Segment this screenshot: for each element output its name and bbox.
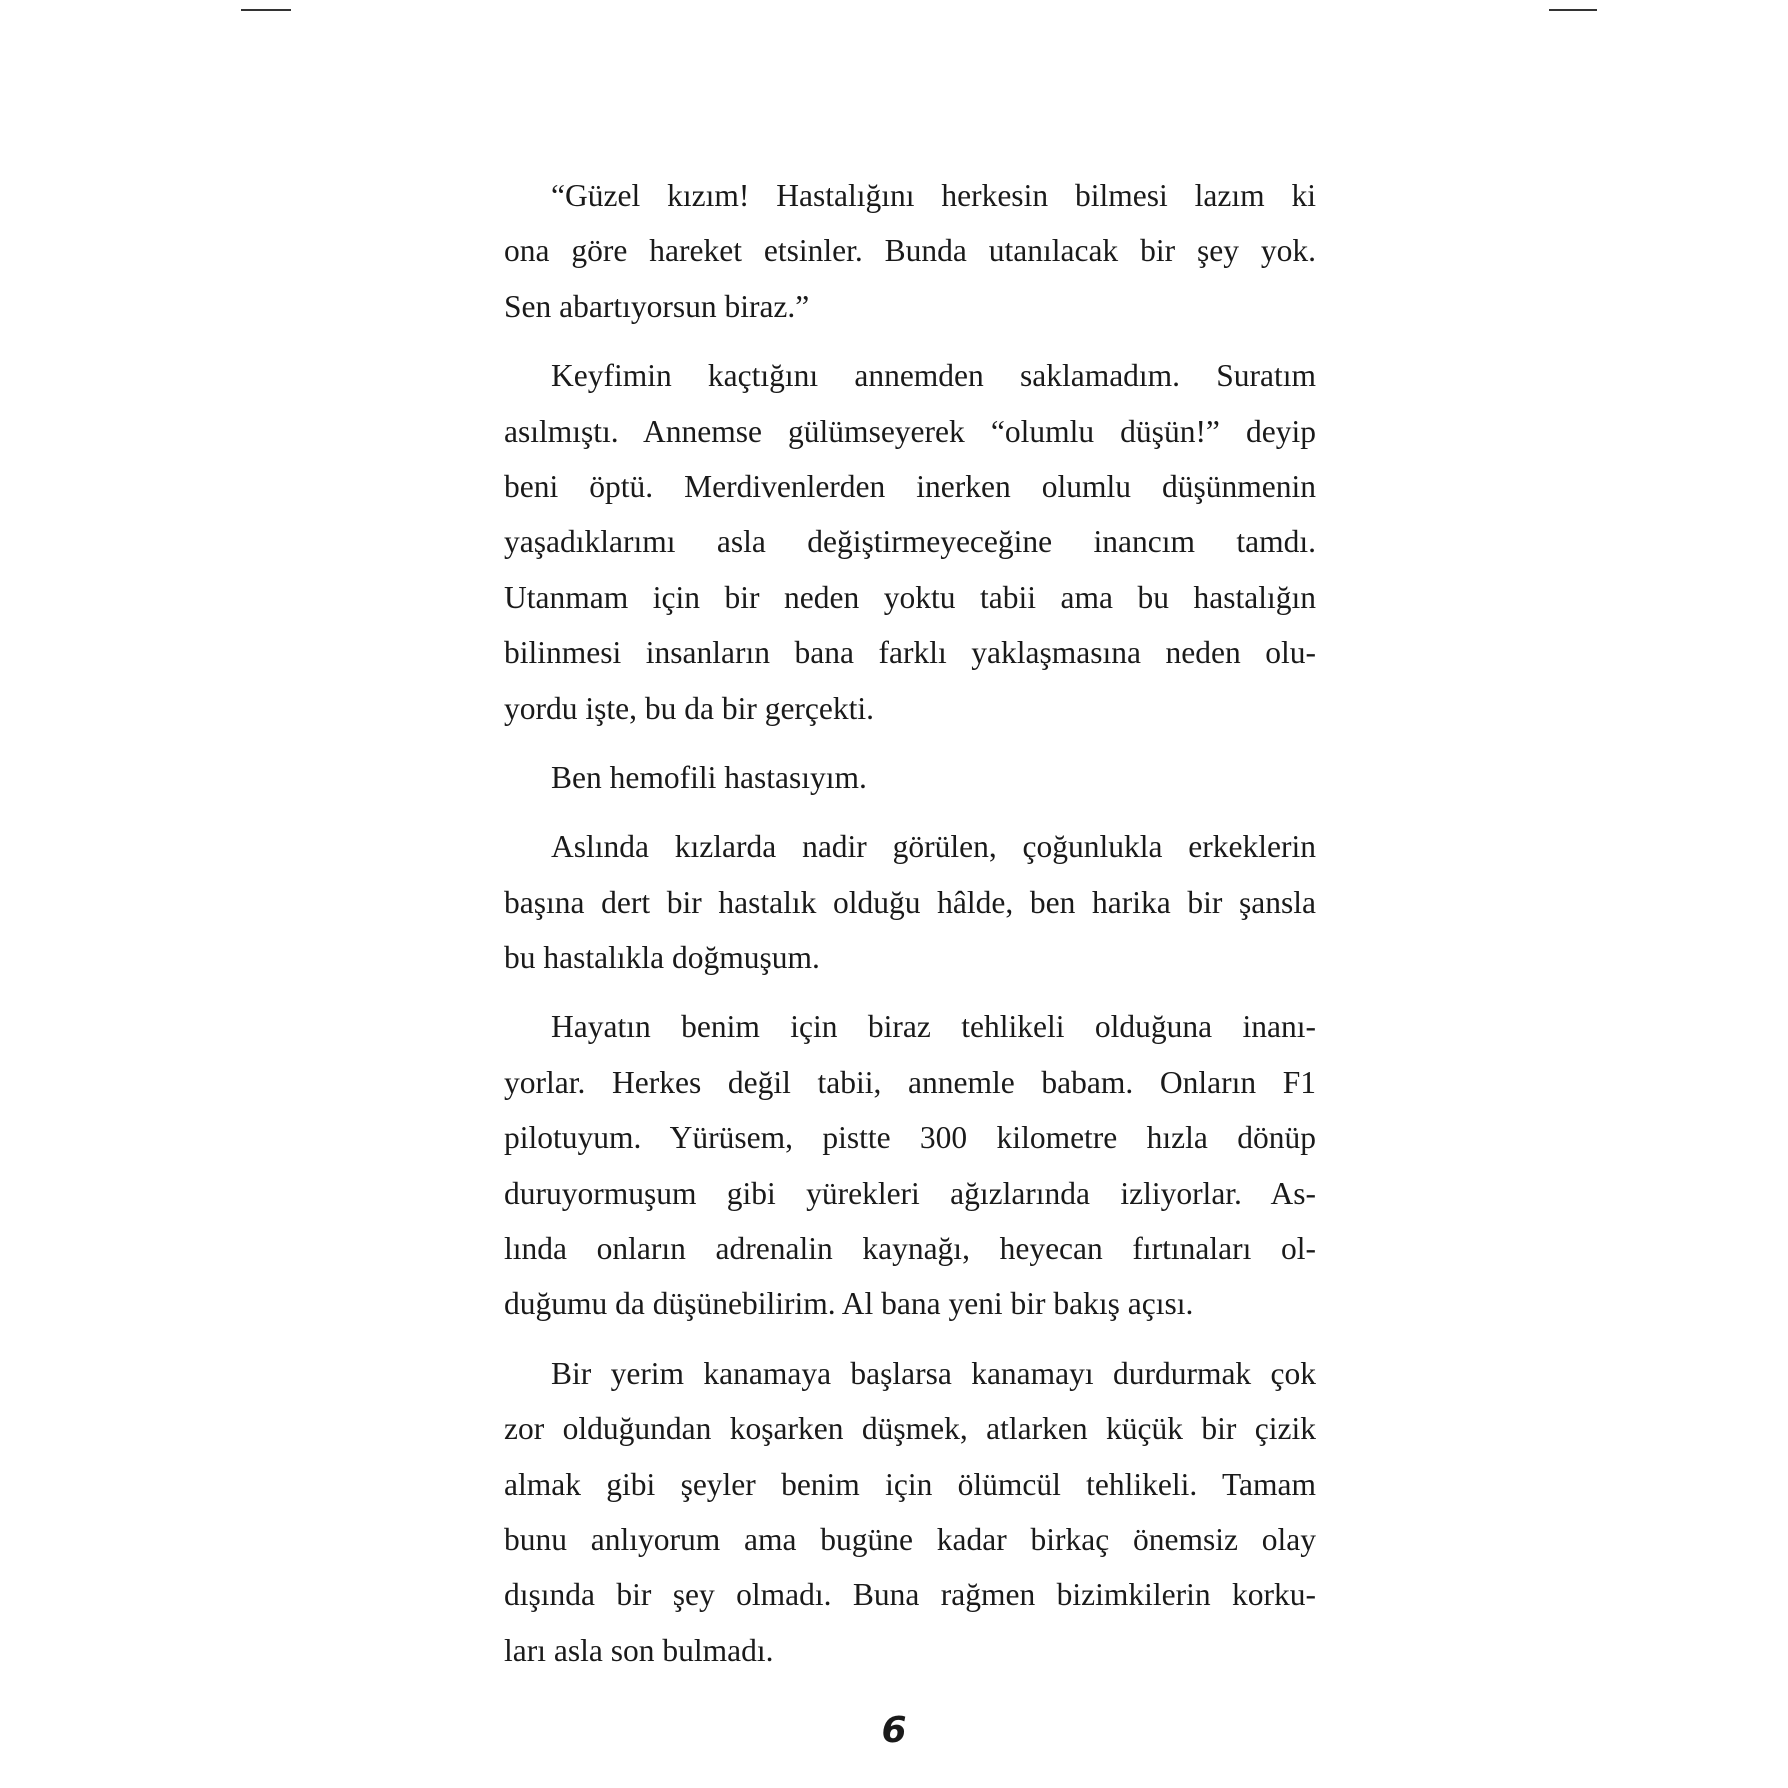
text-line: lında onların adrenalin kaynağı, heyecan fırtınaları ol- — [504, 1231, 1316, 1267]
text-line: Utanmam için bir neden yoktu tabii ama bu hastalığın — [504, 579, 1316, 615]
text-line: Bir yerim kanamaya başlarsa kanamayı durdurmak çok — [551, 1355, 1316, 1391]
page-number: 6 — [881, 1710, 907, 1751]
text-line: Ben hemofili hastasıyım. — [551, 759, 867, 795]
text-line: pilotuyum. Yürüsem, pistte 300 kilometre hızla dönüp — [504, 1120, 1316, 1156]
text-line: bu hastalıkla doğmuşum. — [504, 940, 820, 976]
text-line: yorlar. Herkes değil tabii, annemle babam. Onların F1 — [504, 1064, 1316, 1100]
text-line: Aslında kızlarda nadir görülen, çoğunlukla erkeklerin — [551, 829, 1316, 865]
text-line: zor olduğundan koşarken düşmek, atlarken küçük bir çizik — [504, 1411, 1316, 1447]
text-line: duğumu da düşünebilirim. Al bana yeni bir bakış açısı. — [504, 1286, 1194, 1322]
text-line: ları asla son bulmadı. — [504, 1632, 774, 1668]
text-line: dışında bir şey olmadı. Buna rağmen bizimkilerin korku- — [504, 1577, 1316, 1613]
crop-mark-left — [241, 9, 291, 11]
text-line: başına dert bir hastalık olduğu hâlde, ben harika bir şansla — [504, 884, 1316, 920]
text-line: Sen abartıyorsun biraz.” — [504, 288, 810, 324]
text-line: bilinmesi insanların bana farklı yaklaşmasına neden olu- — [504, 635, 1316, 671]
text-line: beni öptü. Merdivenlerden inerken olumlu düşünmenin — [504, 468, 1316, 504]
crop-mark-right — [1549, 9, 1597, 11]
text-line: ona göre hareket etsinler. Bunda utanılacak bir şey yok. — [504, 233, 1316, 269]
text-line: bunu anlıyorum ama bugüne kadar birkaç önemsiz olay — [504, 1521, 1316, 1557]
paragraph — [504, 1346, 1316, 1678]
paragraph — [504, 819, 1316, 985]
text-line: yaşadıklarımı asla değiştirmeyeceğine inancım tamdı. — [504, 524, 1316, 560]
text-line: duruyormuşum gibi yürekleri ağızlarında izliyorlar. As- — [504, 1175, 1316, 1211]
text-line: Keyfimin kaçtığını annemden saklamadım. Suratım — [551, 358, 1316, 394]
text-line: “Güzel kızım! Hastalığını herkesin bilmesi lazım ki — [551, 178, 1316, 213]
text-line: yordu işte, bu da bir gerçekti. — [504, 690, 875, 726]
paragraph — [504, 999, 1316, 1331]
paragraph — [504, 168, 1316, 334]
text-line: asılmıştı. Annemse gülümseyerek “olumlu düşün!” deyip — [504, 413, 1316, 449]
text-line: almak gibi şeyler benim için ölümcül tehlikeli. Tamam — [504, 1466, 1316, 1502]
paragraph — [504, 348, 1316, 736]
text-line: Hayatın benim için biraz tehlikeli olduğuna inanı- — [551, 1009, 1316, 1045]
paragraph — [504, 750, 1316, 805]
body-text — [504, 168, 1316, 1692]
